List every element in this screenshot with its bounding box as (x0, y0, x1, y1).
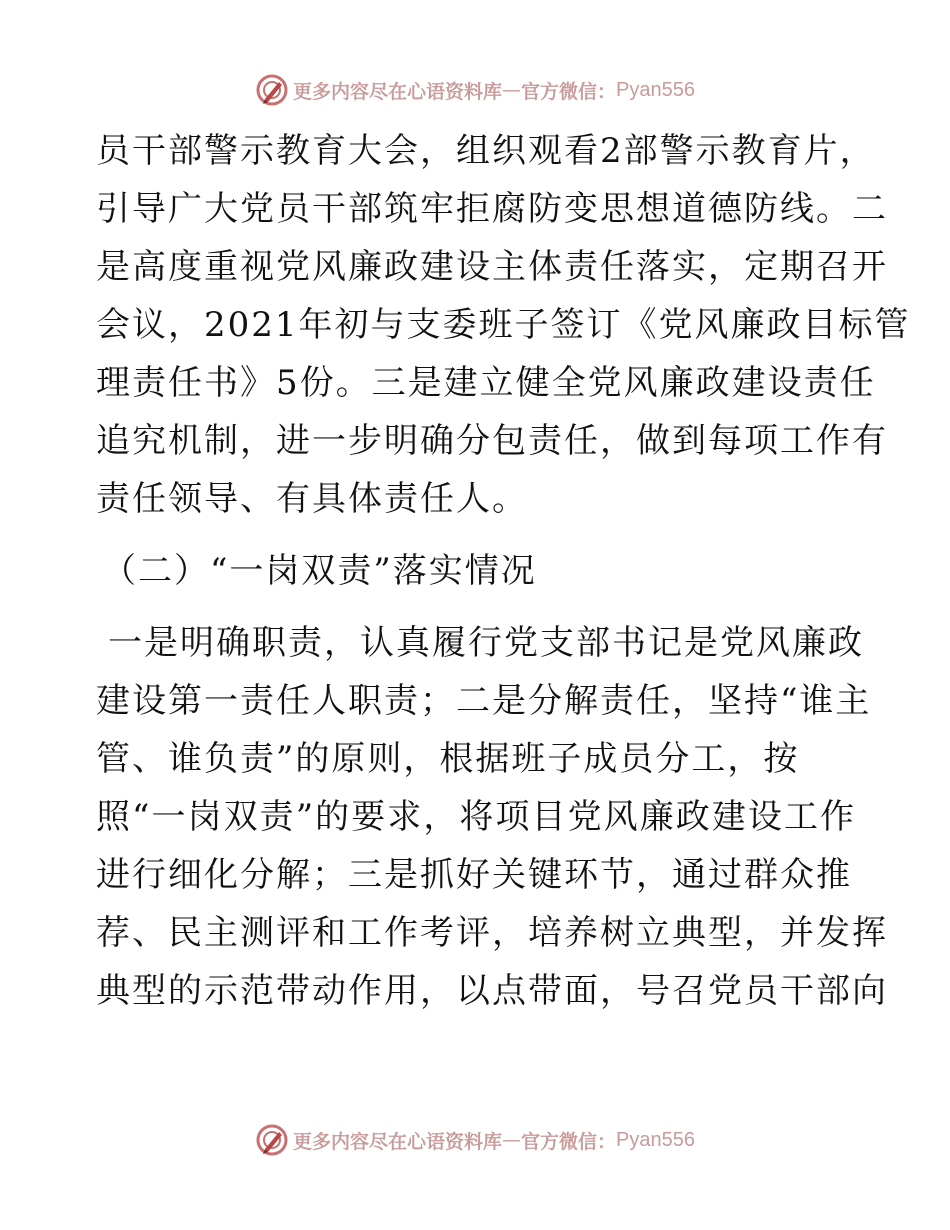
text-line: 建设第一责任人职责；二是分解责任，坚持“谁主 (96, 681, 872, 721)
text-line: 引导广大党员干部筑牢拒腐防变思想道德防线。二 (96, 189, 888, 229)
banner-label: 官方微信： (521, 1130, 617, 1153)
text-line: 员干部警示教育大会，组织观看2部警示教育片， (96, 131, 876, 171)
text-line: 理责任书》5份。三是建立健全党风廉政建设责任 (96, 363, 876, 403)
pen-logo-icon (255, 1123, 289, 1157)
text-line: 荐、民主测评和工作考评，培养树立典型，并发挥 (96, 913, 888, 953)
text-line: 照“一岗双责”的要求，将项目党风廉政建设工作 (96, 797, 856, 837)
document-body (96, 122, 911, 1020)
text-line: 管、谁负责”的原则，根据班子成员分工，按 (96, 739, 800, 779)
banner-separator: — (502, 1129, 522, 1151)
banner-label: 官方微信： (521, 80, 617, 103)
text-line: 典型的示范带动作用，以点带面，号召党员干部向 (96, 971, 888, 1011)
text-line: 责任领导、有具体责任人。 (96, 479, 528, 519)
text-line: 一是明确职责，认真履行党支部书记是党风廉政 (108, 623, 864, 663)
pen-logo-icon (255, 73, 289, 107)
text-line: 追究机制，进一步明确分包责任，做到每项工作有 (96, 421, 888, 461)
banner-separator: — (502, 79, 522, 101)
text-line: 会议，2021年初与支委班子签订《党风廉政目标管 (96, 305, 911, 345)
banner-wechat-id: Pyan556 (616, 78, 695, 101)
banner-wechat-id: Pyan556 (616, 1128, 695, 1151)
text-line: 是高度重视党风廉政建设主体责任落实，定期召开 (96, 247, 888, 287)
footer-watermark-banner (0, 1120, 950, 1160)
section-heading: （二）“一岗双责”落实情况 (102, 551, 537, 591)
header-watermark-banner (0, 70, 950, 110)
banner-brand-text: 更多内容尽在心语资料库 (293, 1130, 503, 1153)
banner-brand-text: 更多内容尽在心语资料库 (293, 80, 503, 103)
text-line: 进行细化分解；三是抓好关键环节，通过群众推 (96, 855, 852, 895)
